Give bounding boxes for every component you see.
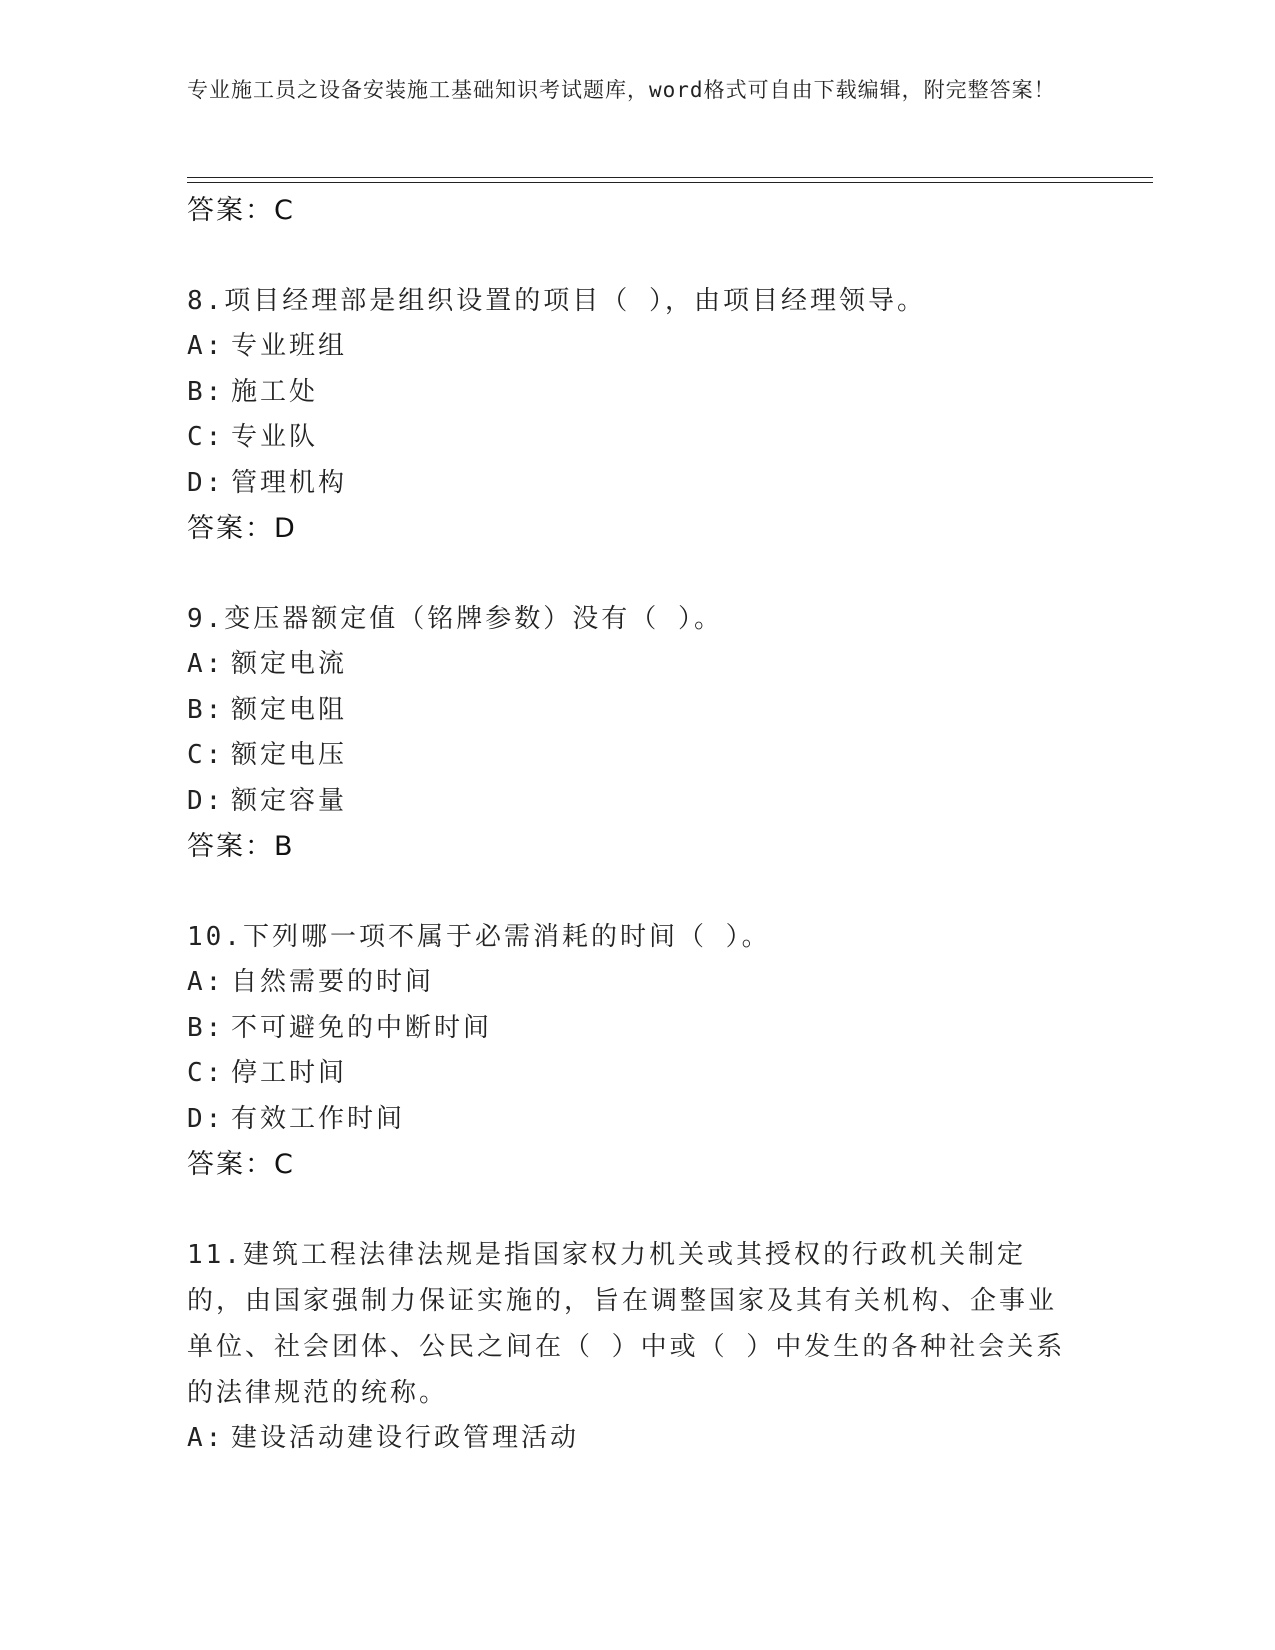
question-text: 8.项目经理部是组织设置的项目（ ），由项目经理领导。 [187,286,926,316]
option-d [187,1097,1077,1143]
option-b [187,688,1077,734]
option-a [187,324,1077,370]
option-label: A: [187,331,225,361]
option-c [187,415,1077,461]
question-block [187,914,1077,1187]
option-text: 额定电流 [231,649,348,679]
question-list [187,188,1077,1462]
option-text: 施工处 [231,376,319,407]
option-text: 额定电压 [231,740,348,770]
option-label: D: [187,1103,225,1134]
question-block [187,1232,1077,1462]
option-b [187,1006,1077,1052]
option-b [187,370,1077,416]
option-label: D: [187,467,225,498]
option-c [187,1051,1077,1097]
option-label: A: [187,649,225,679]
previous-answer: 答案：C [187,195,295,226]
question-text: 9.变压器额定值（铭牌参数）没有（ ）。 [187,604,723,634]
option-a [187,960,1077,1006]
question-text: 11.建筑工程法律法规是指国家权力机关或其授权的行政机关制定的，由国家强制力保证实施的，旨在调整国家及其有关机构、企事业单位、社会团体、公民之间在（ ）中或（ ）中发生的各种社会关系的法律规范的统称。 [187,1240,1066,1408]
option-d [187,461,1077,507]
option-text: 额定电阻 [231,694,348,725]
option-text: 管理机构 [231,467,348,498]
option-text: 自然需要的时间 [231,967,435,997]
header-divider-bottom [187,182,1153,183]
question-block [187,596,1077,869]
option-text: 停工时间 [231,1058,348,1088]
option-label: D: [187,785,225,816]
option-c [187,733,1077,779]
option-a [187,642,1077,688]
option-text: 有效工作时间 [231,1103,406,1134]
question-block [187,278,1077,551]
answer-line: 答案：C [187,1149,295,1180]
option-label: B: [187,1012,225,1043]
option-text: 专业队 [231,422,319,452]
option-text: 专业班组 [231,331,348,361]
option-a [187,1416,1077,1462]
answer-line: 答案：D [187,513,297,544]
question-text: 10.下列哪一项不属于必需消耗的时间（ ）。 [187,922,771,952]
option-text: 不可避免的中断时间 [231,1012,493,1043]
option-label: C: [187,1058,225,1088]
option-label: C: [187,740,225,770]
option-label: A: [187,967,225,997]
option-text: 建设活动建设行政管理活动 [231,1423,580,1453]
option-label: B: [187,376,225,407]
option-text: 额定容量 [231,785,348,816]
answer-line: 答案：B [187,831,295,862]
header-divider-top [187,177,1153,178]
option-label: C: [187,422,225,452]
document-header: 专业施工员之设备安装施工基础知识考试题库，word格式可自由下载编辑，附完整答案！ [187,78,1056,102]
option-d [187,779,1077,825]
option-label: B: [187,694,225,725]
option-label: A: [187,1423,225,1453]
